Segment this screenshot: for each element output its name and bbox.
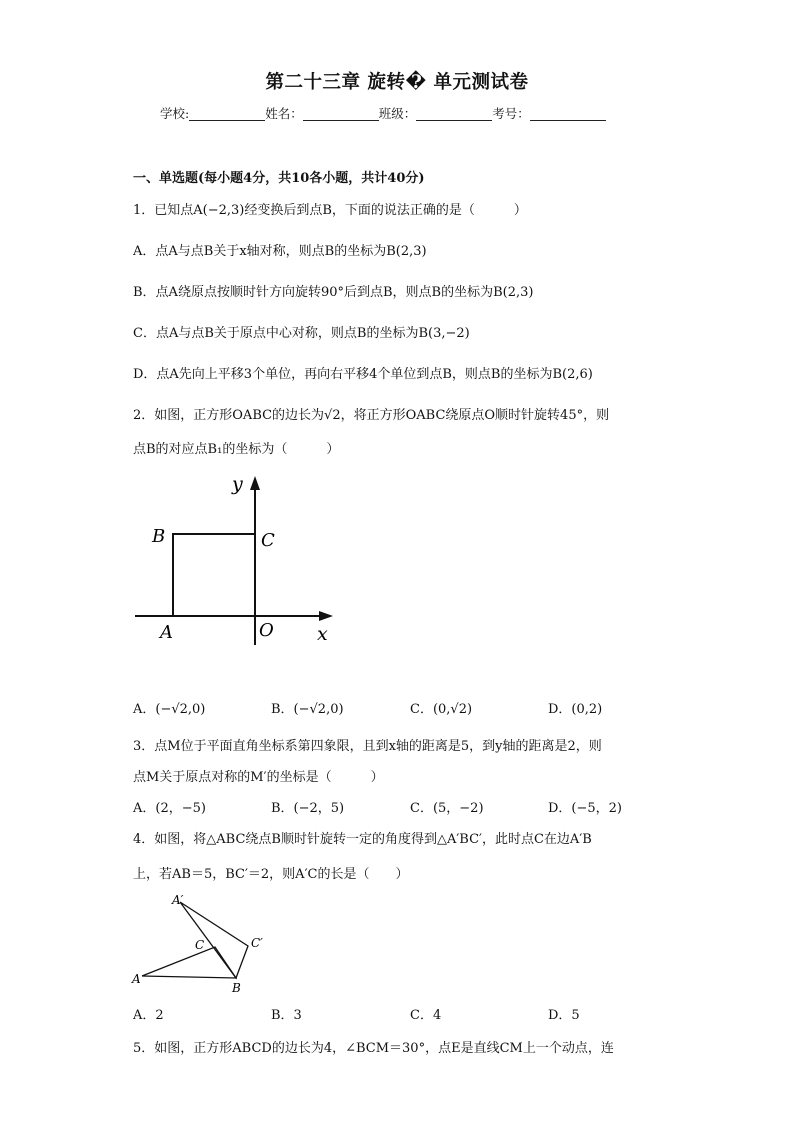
label-y: y [232,473,243,495]
exam-no-label: 考号： [492,106,530,121]
q2-option-c: C．(0,√2) [410,702,473,717]
q3-option-b: B．(−2，5) [271,801,345,816]
q4-option-a: A．2 [133,1008,164,1023]
page-title: 第二十三章 旋转� 单元测试卷 [265,72,529,93]
q4-option-d: D．5 [548,1008,580,1023]
q4-options [133,1004,693,1022]
q1-option-c: C．点A与点B关于原点中心对称，则点B的坐标为B(3,−2) [133,326,470,341]
q3-option-a: A．(2，−5) [133,801,206,816]
q2-figure [130,470,345,650]
label-a-prime: A′ [172,893,184,907]
q5-stem-line1: 5．如图，正方形ABCD的边长为4，∠BCM＝30°，点E是直线CM上一个动点，连 [133,1041,614,1056]
q2-options [133,698,693,716]
label-a: A [160,622,173,643]
label-a: A [132,972,141,986]
label-x: x [317,623,328,645]
q2-stem-line1: 2．如图，正方形OABC的边长为√2，将正方形OABC绕原点O顺时针旋转45°，则 [133,408,610,423]
name-label: 姓名： [265,106,303,121]
x-axis-arrow [319,611,333,621]
q1-option-d: D．点A先向上平移3个单位，再向右平移4个单位到点B，则点B的坐标为B(2,6) [133,367,593,382]
exam-no-blank [530,106,606,121]
label-c: C [195,938,205,952]
q1-stem: 1．已知点A(−2,3)经变换后到点B，下面的说法正确的是（ ） [133,203,527,218]
label-c: C [261,530,275,551]
q2-stem-line2: 点B的对应点B₁的坐标为（ ） [133,442,340,457]
q3-option-c: C．(5，−2) [410,801,484,816]
q1-option-a: A．点A与点B关于x轴对称，则点B的坐标为B(2,3) [133,244,427,259]
q2-option-d: D．(0,2) [548,702,603,717]
label-c-prime: C′ [251,936,263,950]
q3-stem-line1: 3．点M位于平面直角坐标系第四象限，且到x轴的距离是5，到y轴的距离是2，则 [133,739,602,754]
label-b: B [232,981,241,995]
label-o: O [259,620,274,641]
y-axis-arrow [250,476,260,490]
class-blank [416,106,492,121]
name-blank [303,106,379,121]
school-blank [189,106,265,121]
label-b: B [152,526,166,547]
q1-option-b: B．点A绕原点按顺时针方向旋转90°后到点B，则点B的坐标为B(2,3) [133,285,534,300]
q2-option-a: A．(−√2,0) [133,702,206,717]
q3-options [133,797,693,815]
q2-option-b: B．(−√2,0) [271,702,344,717]
class-label: 班级： [378,106,417,121]
triangle-abc [142,947,236,978]
school-label: 学校: [160,106,190,121]
student-info-row [160,104,606,122]
q3-option-d: D．(−5，2) [548,801,623,816]
triangle-a1-bc1 [180,902,248,978]
q3-stem-line2: 点M关于原点对称的M′的坐标是（ ） [133,770,384,785]
q4-stem-line1: 4．如图，将△ABC绕点B顺时针旋转一定的角度得到△A′BC′，此时点C在边A′B [133,832,592,847]
q4-figure [130,890,280,1000]
section-heading: 一、单选题(每小题4分，共10各小题，共计40分) [133,171,425,186]
q4-stem-line2: 上，若AB＝5，BC′＝2，则A′C的长是（ ） [133,867,409,882]
square-oabc [173,534,255,616]
q4-option-c: C．4 [410,1008,442,1023]
q4-option-b: B．3 [271,1008,302,1023]
